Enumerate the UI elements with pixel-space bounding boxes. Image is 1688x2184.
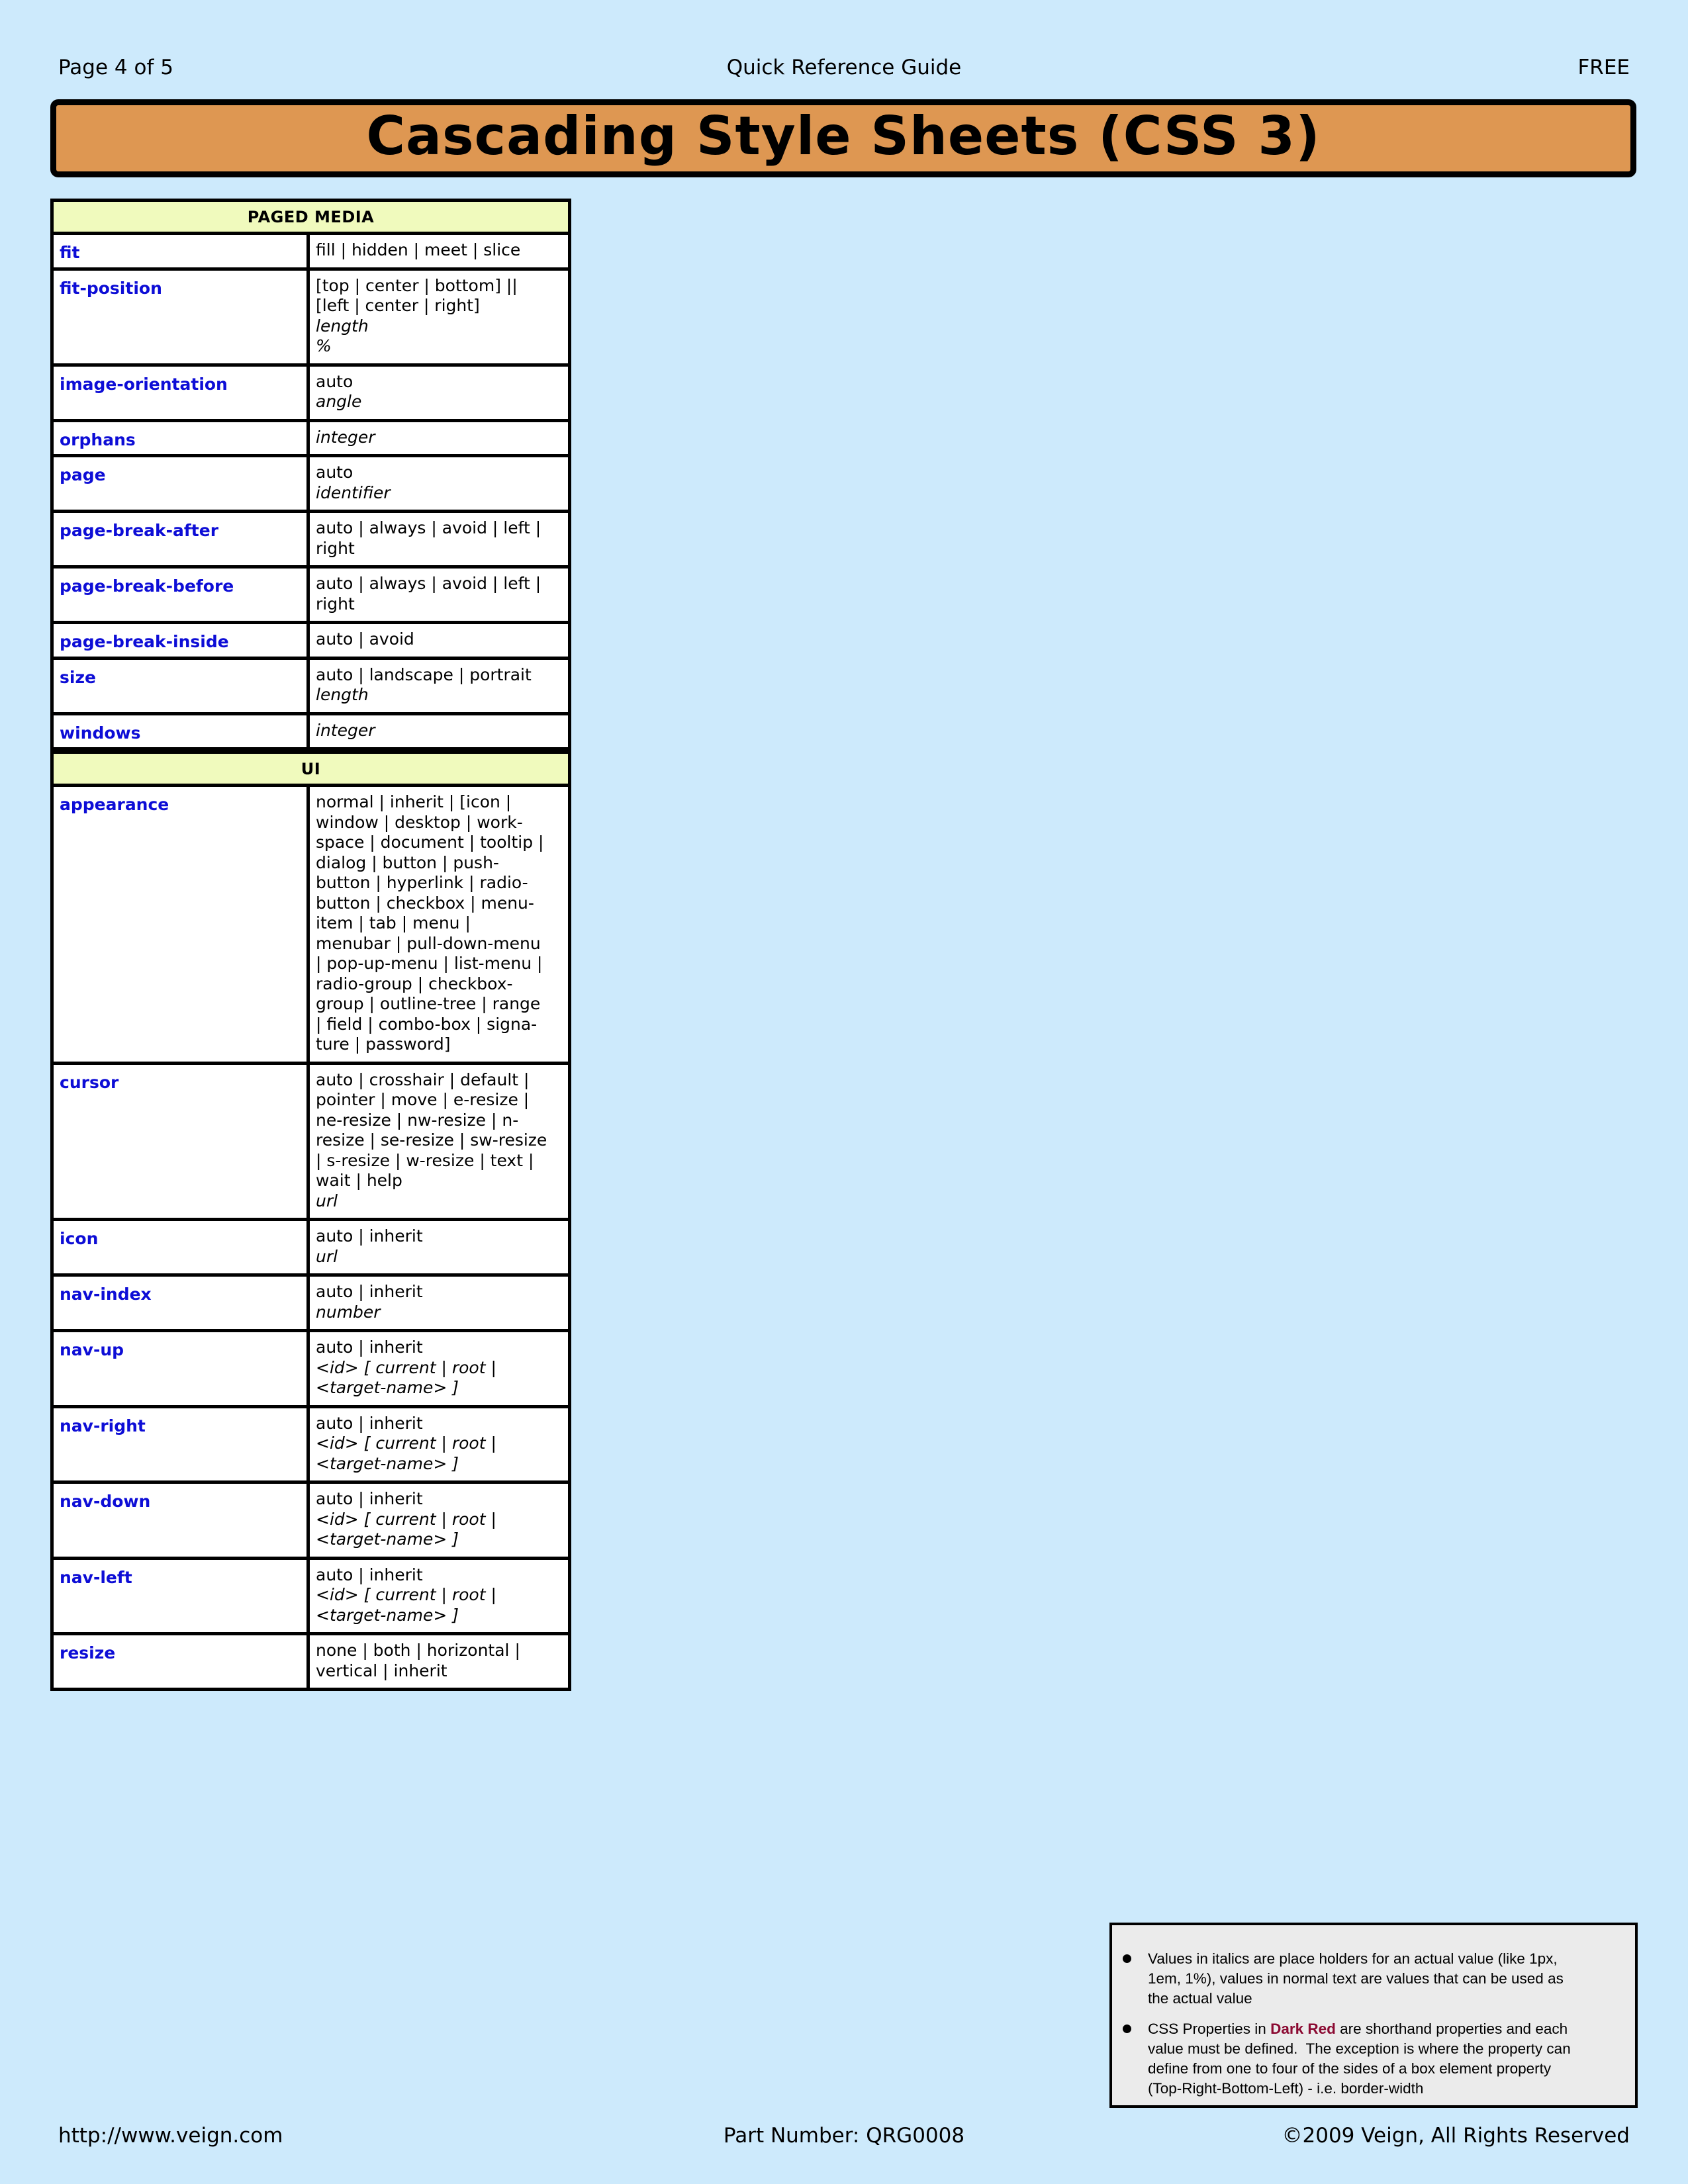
property-values: [308, 269, 570, 365]
literal-value: auto | landscape | portrait: [316, 664, 532, 684]
property-values: [308, 1634, 570, 1690]
property-name: nav-right: [52, 1406, 308, 1482]
placeholder-value: <id> [ current | root |: [316, 1433, 496, 1453]
property-values: [308, 786, 570, 1064]
placeholder-value: integer: [316, 427, 375, 447]
property-name: fit-position: [52, 269, 308, 365]
property-values: [308, 456, 570, 512]
property-values: [308, 1558, 570, 1634]
literal-value: right: [316, 594, 355, 614]
legend-line: define from one to four of the sides of a box element property: [1148, 2060, 1552, 2077]
property-values: [308, 1406, 570, 1482]
table-row: [52, 269, 570, 365]
section-header: PAGED MEDIA: [52, 201, 570, 234]
literal-value: pointer | move | e-resize |: [316, 1090, 530, 1109]
page-title: Cascading Style Sheets (CSS 3): [366, 105, 1321, 167]
legend-line: Values in italics are place holders for an actual value (like 1px,: [1148, 1950, 1558, 1967]
placeholder-value: identifier: [316, 482, 391, 502]
table-row: [52, 1406, 570, 1482]
property-name: page-break-inside: [52, 623, 308, 659]
table-row: [52, 1634, 570, 1690]
section-header-row: [52, 751, 570, 786]
placeholder-value: <id> [ current | root |: [316, 1585, 496, 1604]
literal-value: auto: [316, 463, 353, 482]
table-row: [52, 1220, 570, 1275]
literal-value: vertical | inherit: [316, 1661, 447, 1680]
reference-table-body: [52, 201, 570, 1690]
table-row: [52, 623, 570, 659]
title-banner: [50, 99, 1636, 177]
property-name: fit: [52, 234, 308, 269]
literal-value: group | outline-tree | range: [316, 994, 541, 1013]
literal-value: auto | always | avoid | left |: [316, 574, 541, 593]
literal-value: ture | password]: [316, 1034, 451, 1054]
price-label: FREE: [1577, 56, 1630, 79]
guide-type-label: Quick Reference Guide: [726, 56, 962, 79]
page-footer: [58, 2124, 1630, 2153]
table-row: [52, 567, 570, 623]
property-values: [308, 1331, 570, 1407]
property-values: [308, 713, 570, 751]
property-name: page-break-after: [52, 512, 308, 567]
property-values: [308, 512, 570, 567]
placeholder-value: length: [316, 685, 369, 704]
table-row: [52, 234, 570, 269]
literal-value: auto | inherit: [316, 1489, 423, 1508]
placeholder-value: angle: [316, 392, 362, 411]
property-name: nav-down: [52, 1482, 308, 1559]
placeholder-value: %: [316, 336, 332, 355]
literal-value: auto | inherit: [316, 1413, 423, 1433]
placeholder-value: url: [316, 1246, 338, 1266]
literal-value: auto | always | avoid | left |: [316, 518, 541, 537]
property-values: [308, 623, 570, 659]
legend-item-shorthand: [1123, 2019, 1623, 2099]
literal-value: auto | inherit: [316, 1226, 423, 1246]
table-row: [52, 713, 570, 751]
table-row: [52, 1275, 570, 1331]
property-name: icon: [52, 1220, 308, 1275]
legend-text: [1148, 1949, 1623, 2009]
literal-value: dialog | button | push-: [316, 852, 499, 872]
table-row: [52, 658, 570, 713]
literal-value: auto | inherit: [316, 1338, 423, 1357]
property-name: cursor: [52, 1063, 308, 1220]
literal-value: wait | help: [316, 1171, 402, 1190]
literal-value: [top | center | bottom] ||: [316, 275, 518, 295]
literal-value: ne-resize | nw-resize | n-: [316, 1110, 519, 1130]
page-header: [58, 56, 1630, 85]
placeholder-value: <id> [ current | root |: [316, 1509, 496, 1529]
literal-value: fill | hidden | meet | slice: [316, 240, 521, 259]
property-name: resize: [52, 1634, 308, 1690]
literal-value: auto | crosshair | default |: [316, 1069, 530, 1089]
placeholder-value: <target-name> ]: [316, 1529, 459, 1549]
literal-value: | s-resize | w-resize | text |: [316, 1150, 534, 1170]
legend-text: [1148, 2019, 1623, 2099]
legend-prefix: CSS Properties in: [1148, 2021, 1271, 2037]
table-row: [52, 1482, 570, 1559]
property-values: [308, 420, 570, 456]
legend-line: value must be defined. The exception is where the property can: [1148, 2040, 1571, 2057]
table-row: [52, 1558, 570, 1634]
literal-value: auto | inherit: [316, 1282, 423, 1301]
legend-line: 1em, 1%), values in normal text are values that can be used as: [1148, 1970, 1564, 1987]
legend-line: (Top-Right-Bottom-Left) - i.e. border-width: [1148, 2080, 1424, 2097]
literal-value: window | desktop | work-: [316, 812, 523, 832]
bullet-icon: [1123, 1954, 1131, 1963]
property-values: [308, 1220, 570, 1275]
literal-value: radio-group | checkbox-: [316, 974, 513, 993]
literal-value: space | document | tooltip |: [316, 833, 544, 852]
literal-value: auto | avoid: [316, 629, 414, 649]
legend-line: the actual value: [1148, 1990, 1252, 2007]
literal-value: auto | inherit: [316, 1565, 423, 1584]
property-values: [308, 234, 570, 269]
property-values: [308, 567, 570, 623]
literal-value: menubar | pull-down-menu: [316, 933, 541, 953]
literal-value: item | tab | menu |: [316, 913, 471, 933]
table-row: [52, 1331, 570, 1407]
literal-value: | pop-up-menu | list-menu |: [316, 954, 543, 973]
literal-value: | field | combo-box | signa-: [316, 1014, 538, 1034]
placeholder-value: url: [316, 1191, 338, 1210]
literal-value: auto: [316, 371, 353, 391]
copyright: ©2009 Veign, All Rights Reserved: [1282, 2124, 1630, 2148]
property-name: nav-up: [52, 1331, 308, 1407]
dark-red-label: Dark Red: [1270, 2021, 1336, 2037]
bullet-icon: [1123, 2025, 1131, 2033]
literal-value: [left | center | right]: [316, 296, 480, 315]
placeholder-value: <target-name> ]: [316, 1378, 459, 1397]
table-row: [52, 512, 570, 567]
property-name: page: [52, 456, 308, 512]
section-header: UI: [52, 751, 570, 786]
property-name: image-orientation: [52, 365, 308, 420]
part-number: Part Number: QRG0008: [723, 2124, 965, 2148]
property-values: [308, 1063, 570, 1220]
page-indicator: Page 4 of 5: [58, 56, 173, 79]
property-values: [308, 658, 570, 713]
property-name: page-break-before: [52, 567, 308, 623]
section-header-row: [52, 201, 570, 234]
table-row: [52, 420, 570, 456]
property-values: [308, 1482, 570, 1559]
legend-line: [1148, 2019, 1623, 2039]
literal-value: normal | inherit | [icon |: [316, 792, 512, 811]
legend-box: [1109, 1923, 1638, 2108]
property-values: [308, 1275, 570, 1331]
property-name: nav-left: [52, 1558, 308, 1634]
property-name: appearance: [52, 786, 308, 1064]
property-name: orphans: [52, 420, 308, 456]
property-name: windows: [52, 713, 308, 751]
literal-value: right: [316, 538, 355, 558]
property-name: nav-index: [52, 1275, 308, 1331]
literal-value: none | both | horizontal |: [316, 1641, 520, 1660]
property-name: size: [52, 658, 308, 713]
table-row: [52, 456, 570, 512]
website-link[interactable]: http://www.veign.com: [58, 2124, 283, 2148]
literal-value: button | checkbox | menu-: [316, 893, 534, 913]
table-row: [52, 1063, 570, 1220]
placeholder-value: length: [316, 316, 369, 336]
placeholder-value: <target-name> ]: [316, 1605, 459, 1625]
placeholder-value: number: [316, 1302, 381, 1322]
css-reference-table: [50, 199, 571, 1691]
placeholder-value: <target-name> ]: [316, 1453, 459, 1473]
table-row: [52, 786, 570, 1064]
property-values: [308, 365, 570, 420]
literal-value: resize | se-resize | sw-resize: [316, 1130, 547, 1150]
table-row: [52, 365, 570, 420]
placeholder-value: <id> [ current | root |: [316, 1357, 496, 1377]
placeholder-value: integer: [316, 720, 375, 740]
legend-suffix: are shorthand properties and each: [1335, 2021, 1568, 2037]
literal-value: button | hyperlink | radio-: [316, 873, 528, 892]
legend-item-italics: [1123, 1949, 1623, 2009]
